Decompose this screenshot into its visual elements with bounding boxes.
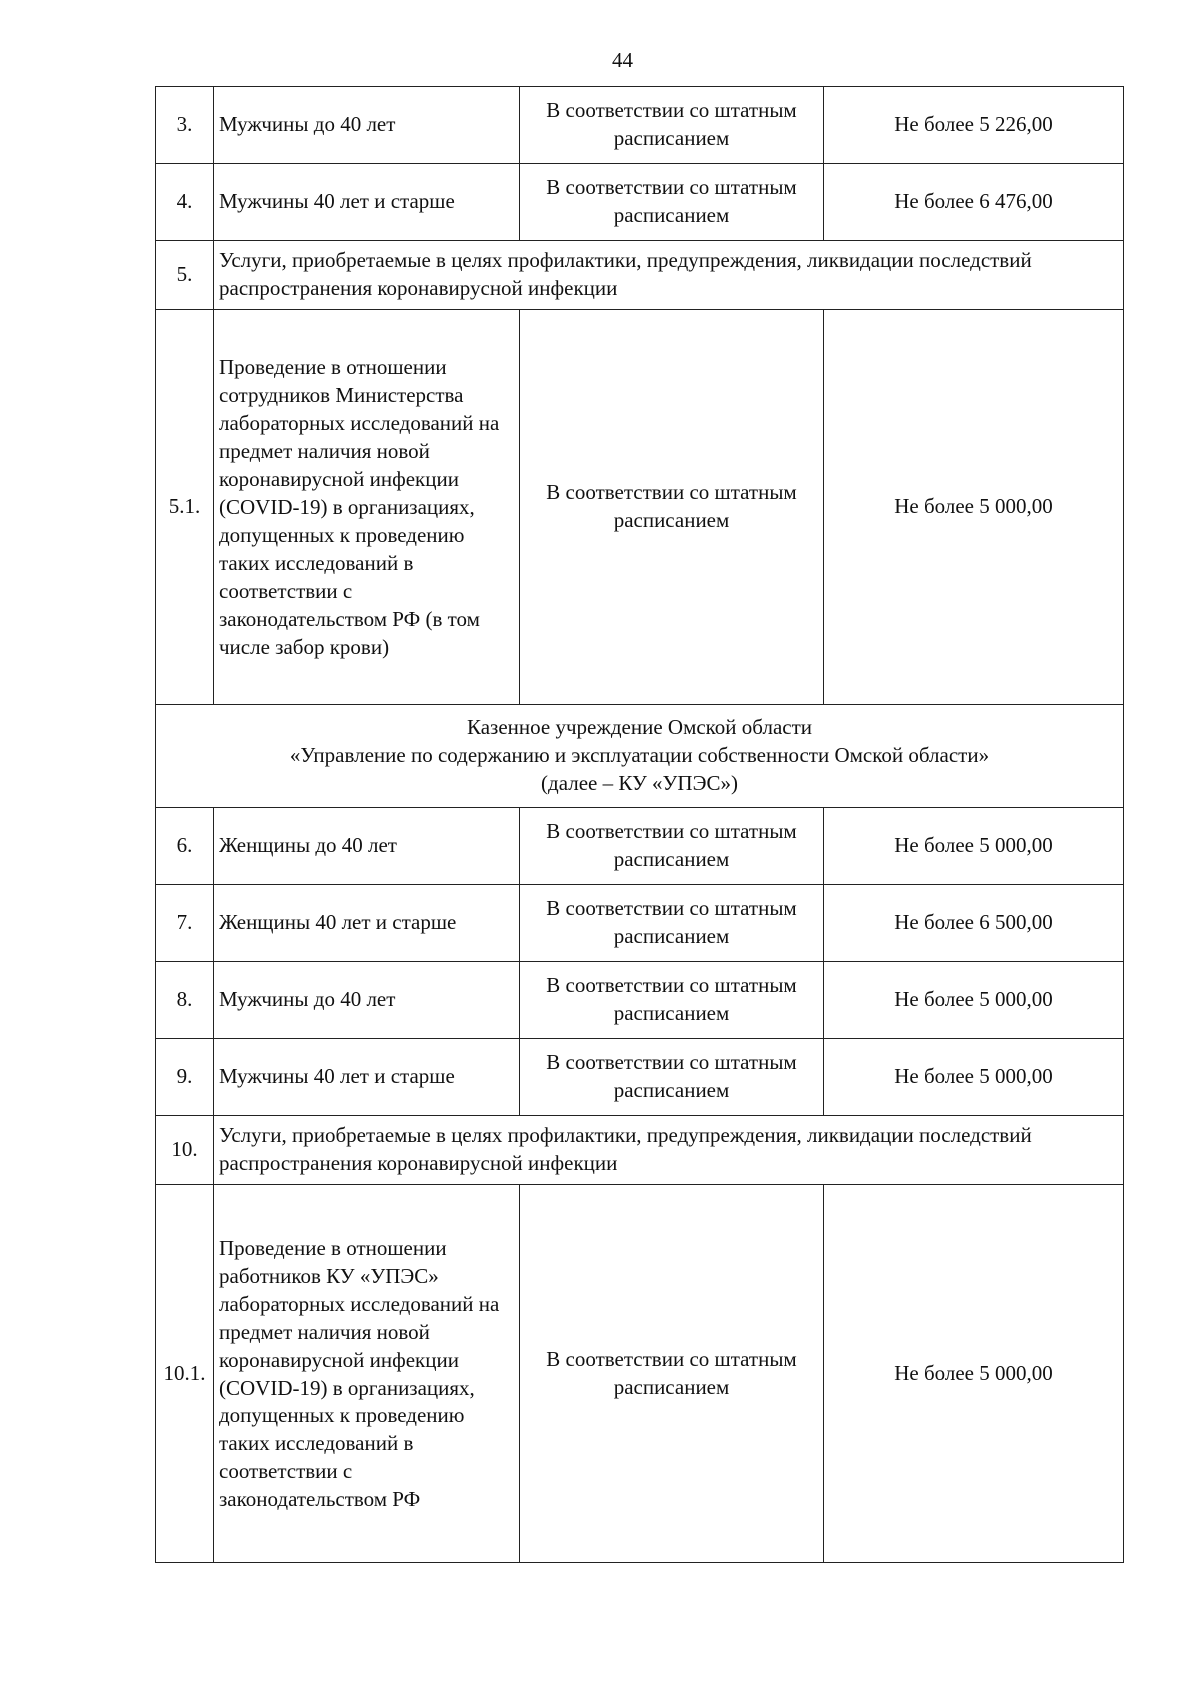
- cost-limit: Не более 5 226,00: [824, 87, 1124, 164]
- row-number: 5.: [156, 241, 214, 310]
- category-name: Мужчины до 40 лет: [214, 962, 520, 1039]
- table-row: [156, 885, 1124, 962]
- basis-cell: В соответствии со штатным расписанием: [520, 1185, 824, 1563]
- row-number: 5.1.: [156, 310, 214, 705]
- table-row: [156, 962, 1124, 1039]
- service-description: Проведение в отношении работников КУ «УПЭС» лабораторных исследований на предмет наличия новой коронавирусной инфекции (COVID-19) в организациях, допущенных к проведению таких исследований в соответствии с законодательством РФ: [214, 1185, 520, 1563]
- category-name: Мужчины 40 лет и старше: [214, 164, 520, 241]
- table-row: [156, 1039, 1124, 1116]
- basis-cell: В соответствии со штатным расписанием: [520, 808, 824, 885]
- category-name: Мужчины до 40 лет: [214, 87, 520, 164]
- institution-line-1: Казенное учреждение Омской области: [466, 715, 812, 740]
- page-number: 44: [612, 48, 633, 72]
- row-number: 8.: [156, 962, 214, 1039]
- table-row: [156, 1185, 1124, 1563]
- cost-limit: Не более 5 000,00: [824, 310, 1124, 705]
- basis-cell: В соответствии со штатным расписанием: [520, 164, 824, 241]
- institution-line-3: (далее – КУ «УПЭС»): [541, 770, 738, 795]
- table-row: [156, 808, 1124, 885]
- category-name: Мужчины 40 лет и старше: [214, 1039, 520, 1116]
- table-row: [156, 241, 1124, 310]
- cost-limit: Не более 5 000,00: [824, 962, 1124, 1039]
- row-number: 10.: [156, 1116, 214, 1185]
- basis-cell: В соответствии со штатным расписанием: [520, 87, 824, 164]
- basis-cell: В соответствии со штатным расписанием: [520, 962, 824, 1039]
- cost-limit: Не более 5 000,00: [824, 808, 1124, 885]
- basis-cell: В соответствии со штатным расписанием: [520, 1039, 824, 1116]
- row-number: 4.: [156, 164, 214, 241]
- table-row: [156, 1116, 1124, 1185]
- institution-heading: [156, 705, 1124, 808]
- cost-limit: Не более 6 476,00: [824, 164, 1124, 241]
- category-name: Женщины 40 лет и старше: [214, 885, 520, 962]
- services-group-heading: Услуги, приобретаемые в целях профилактики, предупреждения, ликвидации последствий распространения коронавирусной инфекции: [214, 241, 1124, 310]
- service-description: Проведение в отношении сотрудников Министерства лабораторных исследований на предмет наличия новой коронавирусной инфекции (COVID-19) в организациях, допущенных к проведению таких исследований в соответствии с законодательством РФ (в том числе забор крови): [214, 310, 520, 705]
- basis-cell: В соответствии со штатным расписанием: [520, 885, 824, 962]
- table-row: [156, 164, 1124, 241]
- basis-cell: В соответствии со штатным расписанием: [520, 310, 824, 705]
- row-number: 6.: [156, 808, 214, 885]
- row-number: 3.: [156, 87, 214, 164]
- row-number: 10.1.: [156, 1185, 214, 1563]
- institution-line-2: «Управление по содержанию и эксплуатации собственности Омской области»: [289, 743, 990, 768]
- cost-limit: Не более 5 000,00: [824, 1185, 1124, 1563]
- norms-table: [155, 86, 1124, 1563]
- section-row: [156, 705, 1124, 808]
- row-number: 7.: [156, 885, 214, 962]
- table-row: [156, 87, 1124, 164]
- table-row: [156, 310, 1124, 705]
- services-group-heading: Услуги, приобретаемые в целях профилактики, предупреждения, ликвидации последствий распространения коронавирусной инфекции: [214, 1116, 1124, 1185]
- cost-limit: Не более 5 000,00: [824, 1039, 1124, 1116]
- cost-limit: Не более 6 500,00: [824, 885, 1124, 962]
- row-number: 9.: [156, 1039, 214, 1116]
- category-name: Женщины до 40 лет: [214, 808, 520, 885]
